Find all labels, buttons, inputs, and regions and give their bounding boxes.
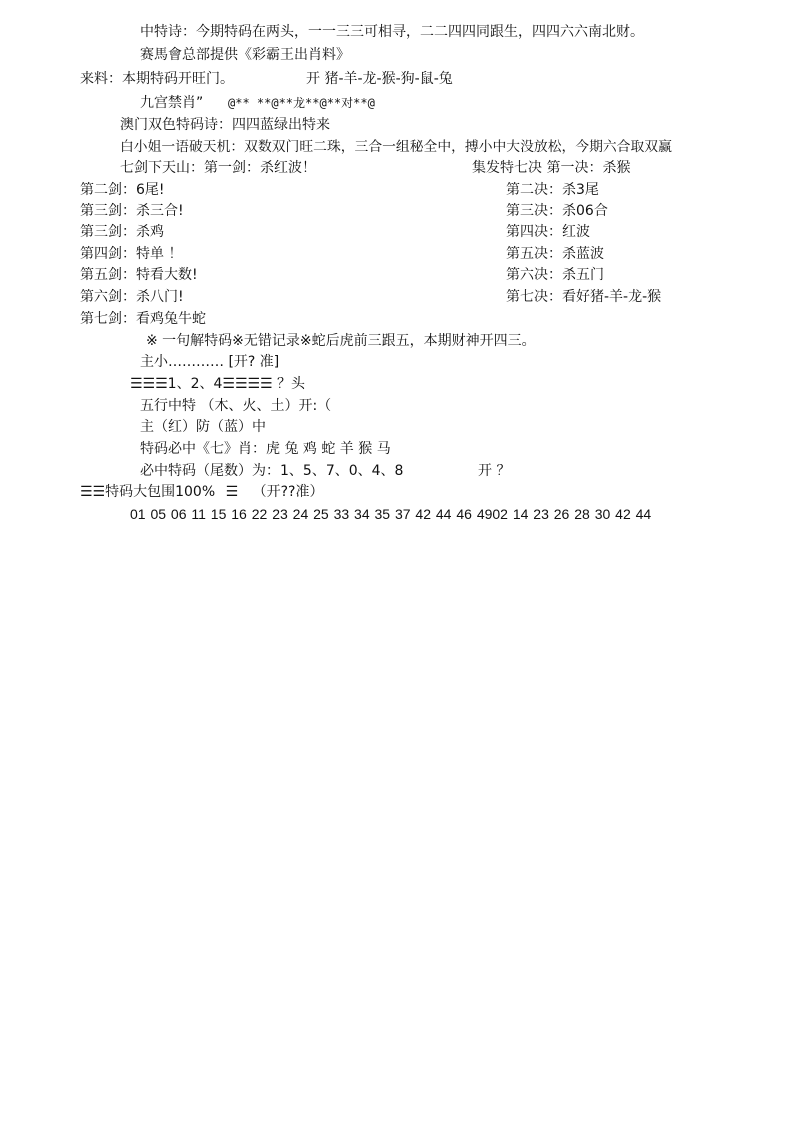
- number-list: 01 05 06 11 15 16 22 23 24 25 33 34 35 37 42 44 46 4902 14 23 26 28 30 42 44: [130, 506, 652, 522]
- must-zodiac-line: 特码必中《七》肖：虎 兔 鸡 蛇 羊 猴 马: [140, 441, 391, 457]
- big-cover-label: 特码大包围100%: [105, 484, 216, 500]
- sword-line: 第二剑：6尾!: [80, 182, 165, 198]
- jue-line: 第三决：杀06合: [506, 203, 608, 219]
- main-small-line: 主小………… [开? 准]: [140, 354, 280, 370]
- nine-palace-codes: @** **@**龙**@**对**@: [228, 96, 375, 110]
- five-elements-line: 五行中特 （木、火、土）开:（: [140, 398, 332, 414]
- main-red-line: 主（红）防（蓝）中: [140, 419, 266, 435]
- big-cover-line: [80, 482, 323, 502]
- miss-bai-line: 白小姐一语破天机：双数双门旺二珠，三合一组秘全中，搏小中大没放松，今期六合取双赢: [120, 139, 672, 155]
- one-sentence-line: ※ 一句解特码※无错记录※蛇后虎前三跟五，本期财神开四三。: [146, 333, 536, 349]
- macau-poem-line: 澳门双色特码诗：四四蓝绿出特来: [120, 117, 330, 133]
- sword-line: 第四剑：特单 ！: [80, 246, 183, 262]
- poem-line: 中特诗：今期特码在两头，一一三三可相寻，二二四四同跟生，四四六六南北财。: [140, 24, 644, 40]
- jue-line: 第五决：杀蓝波: [506, 246, 604, 262]
- triple-bar-icon: ☰☰☰☰: [222, 376, 273, 392]
- triple-bar-icon: ☰☰☰: [130, 376, 168, 392]
- must-tail-line: 必中特码（尾数）为：1、5、7、0、4、8: [140, 463, 404, 479]
- provider-line: 赛馬會总部提供《彩霸王出肖料》: [140, 47, 350, 63]
- jue-line: 第四决：红波: [506, 224, 590, 240]
- head-suffix: ？头: [277, 376, 306, 392]
- jue-line: 第七决：看好猪-羊-龙-猴: [506, 289, 662, 305]
- jue-line: 第二决：杀3尾: [506, 182, 599, 198]
- sword-line: 第三剑：杀鸡: [80, 224, 164, 240]
- must-tail-kai: 开 ？: [478, 463, 511, 479]
- double-bar-icon: ☰☰: [80, 484, 106, 500]
- sword-line: 第六剑：杀八门!: [80, 289, 184, 305]
- head-numbers: 1、2、4: [167, 376, 223, 392]
- bar-icon: ☰: [225, 484, 239, 500]
- source-kai: 开 猪-羊-龙-猴-狗-鼠-兔: [306, 71, 453, 87]
- big-cover-suffix: （开??准）: [252, 484, 324, 500]
- source-label: 来料：本期特码开旺门。: [80, 71, 234, 87]
- sword-line: 七剑下天山：第一剑：杀红波！: [120, 160, 316, 176]
- sword-line: 第七剑：看鸡兔牛蛇: [80, 311, 206, 327]
- sword-line: 第五剑：特看大数!: [80, 267, 198, 283]
- sword-line: 第三剑：杀三合!: [80, 203, 184, 219]
- jue-line: 第六决：杀五门: [506, 267, 604, 283]
- jue-line: 集发特七决 第一决：杀猴: [472, 160, 631, 176]
- head-line: [130, 374, 305, 394]
- nine-palace-label: 九宫禁肖”: [140, 95, 204, 111]
